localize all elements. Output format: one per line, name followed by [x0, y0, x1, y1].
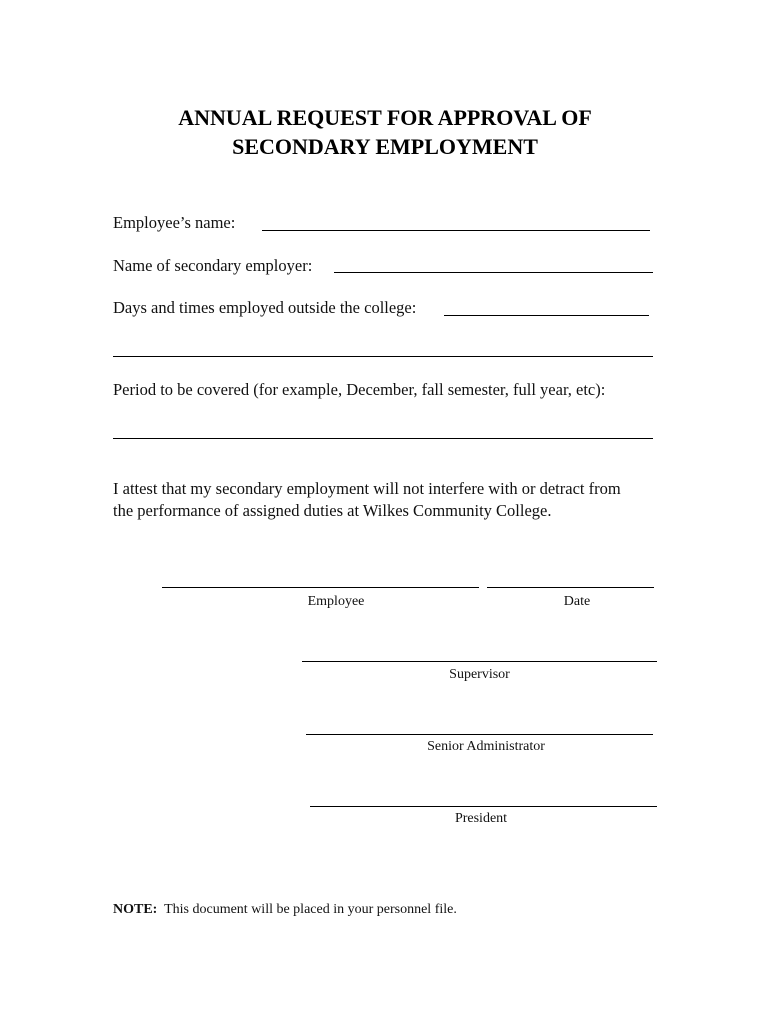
secondary-employer-field[interactable]: [334, 272, 653, 273]
employee-caption: Employee: [307, 594, 365, 609]
senior-administrator-signature-line[interactable]: [306, 734, 653, 735]
president-signature-line[interactable]: [310, 806, 657, 807]
senior-administrator-caption: Senior Administrator: [427, 739, 545, 754]
attestation-line-2: the performance of assigned duties at Wilkes Community College.: [113, 501, 552, 520]
employee-signature-line[interactable]: [162, 587, 479, 588]
date-caption: Date: [563, 594, 591, 609]
secondary-employer-label: Name of secondary employer:: [113, 256, 313, 275]
attestation-line-1: I attest that my secondary employment will not interfere with or detract from: [113, 479, 621, 498]
date-line[interactable]: [487, 587, 654, 588]
employee-name-label: Employee’s name:: [113, 213, 236, 232]
period-label: Period to be covered (for example, December, fall semester, full year, etc):: [113, 380, 606, 399]
days-times-field[interactable]: [444, 315, 649, 316]
employee-name-field[interactable]: [262, 230, 650, 231]
supervisor-signature-line[interactable]: [302, 661, 657, 662]
period-field[interactable]: [113, 438, 653, 439]
days-times-field-continued[interactable]: [113, 356, 653, 357]
form-title-line-1: ANNUAL REQUEST FOR APPROVAL OF: [178, 105, 592, 130]
attestation-statement: [113, 478, 673, 522]
supervisor-caption: Supervisor: [449, 667, 510, 682]
note-label: NOTE:: [113, 902, 158, 917]
note: [113, 901, 457, 919]
note-text: This document will be placed in your personnel file.: [164, 902, 457, 917]
days-times-label: Days and times employed outside the college:: [113, 298, 417, 317]
president-caption: President: [454, 811, 508, 826]
form-title-line-2: SECONDARY EMPLOYMENT: [232, 134, 538, 159]
